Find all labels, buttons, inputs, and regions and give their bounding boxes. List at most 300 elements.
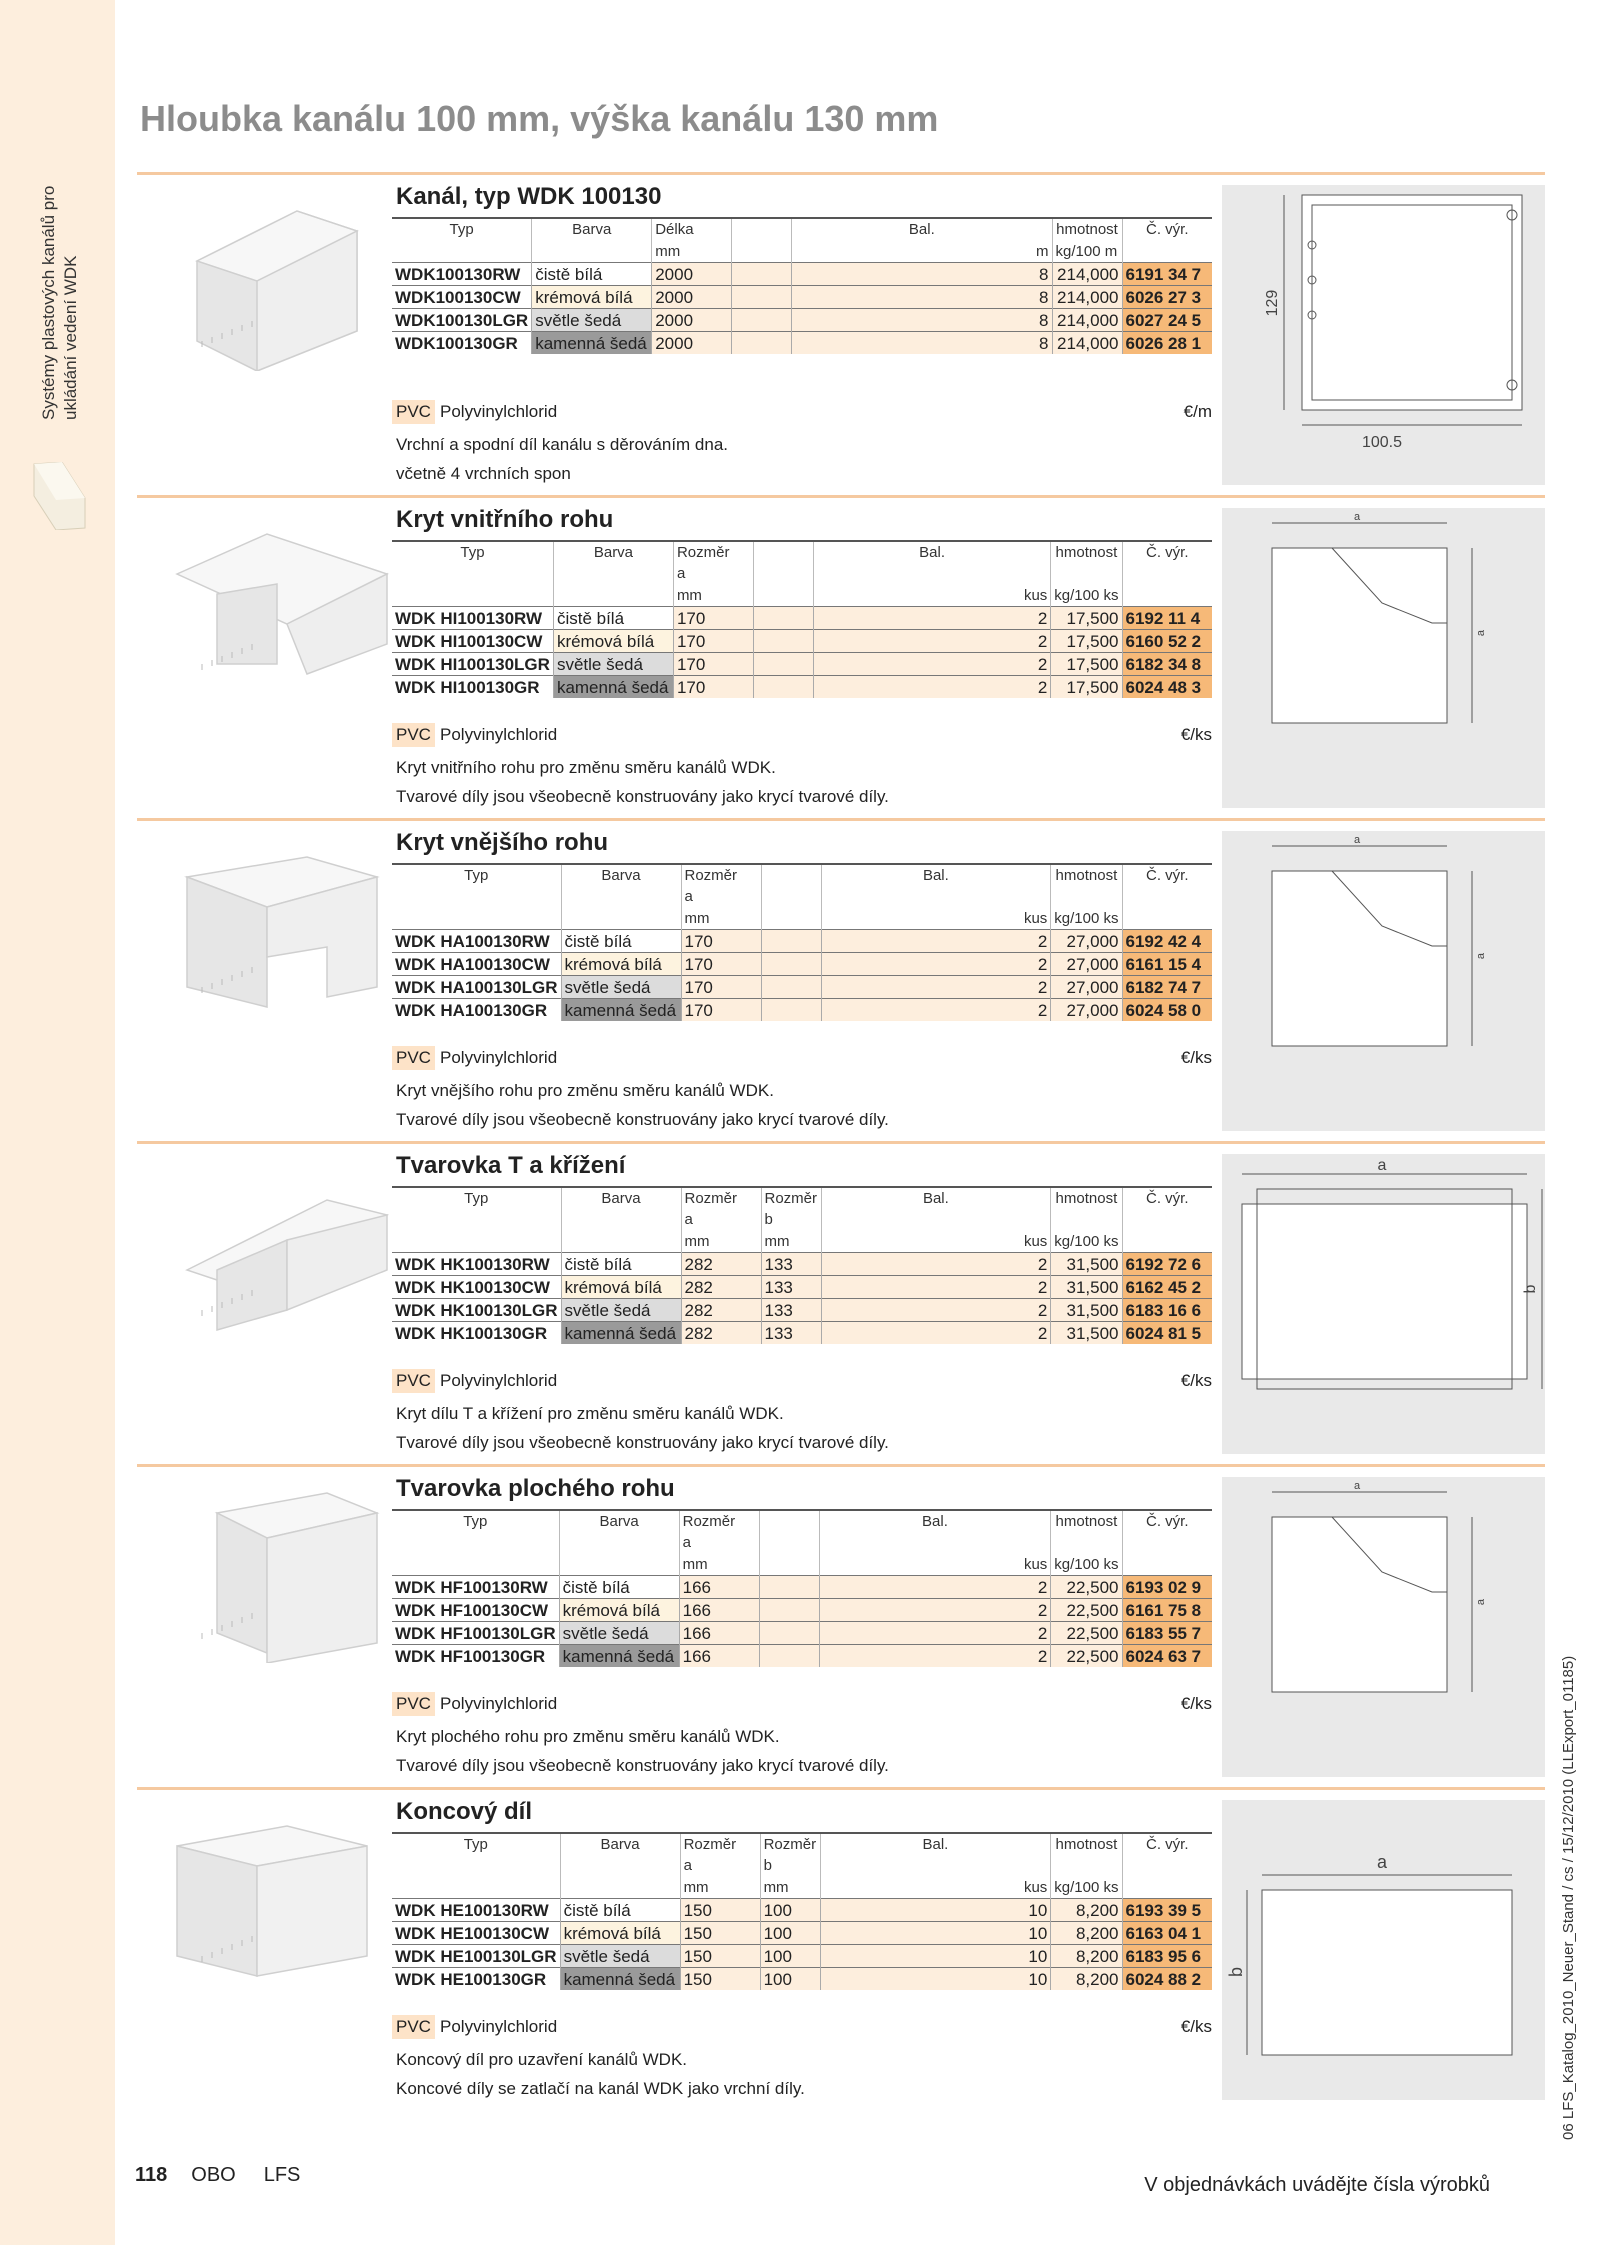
- table-cell: [759, 1576, 819, 1599]
- unit-cell: kg/100 ks: [1051, 1876, 1122, 1899]
- unit-cell: [1122, 240, 1212, 263]
- product-table: [392, 1186, 1212, 1344]
- unit-cell: mm: [681, 907, 761, 930]
- table-cell: 2: [813, 653, 1050, 676]
- table-cell: WDK HF100130LGR: [392, 1622, 559, 1645]
- table-cell: 150: [680, 1945, 760, 1968]
- column-header: Typ: [392, 864, 561, 907]
- column-header: hmotnost: [1051, 1187, 1122, 1230]
- table-cell: 133: [761, 1276, 821, 1299]
- unit-cell: [561, 1230, 681, 1253]
- table-row: [392, 676, 1212, 699]
- dimension-label: b: [1522, 1284, 1539, 1294]
- table-cell: [732, 263, 792, 286]
- unit-cell: kus: [821, 1230, 1051, 1253]
- table-cell: WDK HI100130LGR: [392, 653, 553, 676]
- column-header: Bal.: [821, 1187, 1051, 1230]
- product-section: [137, 172, 1545, 495]
- table-cell: 6183 55 7: [1122, 1622, 1212, 1645]
- table-cell: 8: [792, 332, 1052, 355]
- table-cell: kamenná šedá: [559, 1645, 679, 1668]
- table-units-row: [392, 1876, 1212, 1899]
- table-cell: WDK HA100130GR: [392, 999, 561, 1022]
- table-cell: WDK HE100130LGR: [392, 1945, 560, 1968]
- table-cell: WDK100130CW: [392, 286, 532, 309]
- table-cell: 166: [679, 1645, 759, 1668]
- table-header-row: [392, 1833, 1212, 1876]
- table-cell: kamenná šedá: [561, 999, 681, 1022]
- table-cell: 214,000: [1052, 332, 1122, 355]
- product-section: [137, 1141, 1545, 1464]
- table-cell: 6161 75 8: [1122, 1599, 1212, 1622]
- table-units-row: [392, 1553, 1212, 1576]
- table-cell: 17,500: [1051, 607, 1122, 630]
- column-header: Bal.: [820, 1833, 1051, 1876]
- table-cell: WDK HI100130GR: [392, 676, 553, 699]
- column-header: [732, 218, 792, 240]
- column-header: Rozměr a: [673, 541, 753, 584]
- column-header: Barva: [559, 1510, 679, 1553]
- table-cell: 2: [819, 1576, 1051, 1599]
- table-cell: [732, 286, 792, 309]
- material-row: [392, 1046, 1212, 1072]
- section-note: Kryt vnějšího rohu pro změnu směru kanálů WDK.: [396, 1081, 774, 1100]
- unit-cell: kg/100 m: [1052, 240, 1122, 263]
- material-name: Polyvinylchlorid: [440, 1694, 558, 1713]
- unit-cell: kg/100 ks: [1051, 584, 1122, 607]
- brand-name: OBO: [191, 2164, 236, 2186]
- table-cell: 10: [820, 1899, 1051, 1922]
- column-header: Bal.: [792, 218, 1052, 240]
- unit-cell: [732, 240, 792, 263]
- product-table: [392, 1509, 1212, 1667]
- material-name: Polyvinylchlorid: [440, 1371, 558, 1390]
- table-cell: krémová bílá: [561, 1276, 681, 1299]
- dimension-label: a: [1475, 629, 1487, 637]
- table-cell: 170: [673, 630, 753, 653]
- table-cell: 6026 27 3: [1122, 286, 1212, 309]
- product-table: [392, 863, 1212, 1021]
- table-cell: 17,500: [1051, 676, 1122, 699]
- table-cell: čistě bílá: [553, 607, 673, 630]
- table-cell: 282: [681, 1253, 761, 1276]
- column-header: Rozměr a: [681, 1187, 761, 1230]
- table-header-row: [392, 864, 1212, 907]
- column-header: Rozměr a: [679, 1510, 759, 1553]
- sidebar-line-2: ukládání vedení WDK: [61, 255, 80, 420]
- table-cell: 6162 45 2: [1122, 1276, 1212, 1299]
- table-row: [392, 607, 1212, 630]
- table-cell: [732, 332, 792, 355]
- table-cell: 170: [673, 676, 753, 699]
- table-cell: 22,500: [1051, 1599, 1122, 1622]
- table-cell: kamenná šedá: [553, 676, 673, 699]
- catalog-export-note: 06 LFS_Katalog_2010_Neuer_Stand / cs / 15/12/2010 (LLExport_01185): [1560, 1655, 1577, 2140]
- material-name: Polyvinylchlorid: [440, 2017, 558, 2036]
- product-table: [392, 217, 1212, 354]
- price-unit: €/ks: [1180, 725, 1212, 744]
- table-cell: WDK HK100130GR: [392, 1322, 561, 1345]
- table-cell: 282: [681, 1322, 761, 1345]
- table-cell: krémová bílá: [532, 286, 652, 309]
- unit-cell: kg/100 ks: [1051, 1230, 1122, 1253]
- table-header-row: [392, 541, 1212, 584]
- table-cell: [732, 309, 792, 332]
- table-cell: [759, 1622, 819, 1645]
- product-photo: [157, 191, 397, 371]
- unit-cell: [761, 907, 821, 930]
- table-cell: světle šedá: [559, 1622, 679, 1645]
- table-cell: 2000: [652, 286, 732, 309]
- table-cell: 6182 74 7: [1122, 976, 1212, 999]
- table-cell: 2: [821, 930, 1051, 953]
- section-note: Kryt dílu T a křížení pro změnu směru kanálů WDK.: [396, 1404, 784, 1423]
- section-title: Kryt vnitřního rohu: [396, 506, 614, 533]
- unit-cell: [532, 240, 652, 263]
- table-cell: WDK HK100130CW: [392, 1276, 561, 1299]
- table-cell: 133: [761, 1322, 821, 1345]
- table-units-row: [392, 584, 1212, 607]
- product-photo: [157, 1483, 397, 1663]
- table-cell: 6024 58 0: [1122, 999, 1212, 1022]
- table-cell: 27,000: [1051, 930, 1122, 953]
- table-cell: 2000: [652, 309, 732, 332]
- table-cell: 8,200: [1051, 1922, 1122, 1945]
- table-cell: 2: [821, 1299, 1051, 1322]
- table-cell: 133: [761, 1253, 821, 1276]
- table-cell: 22,500: [1051, 1622, 1122, 1645]
- table-row: [392, 332, 1212, 355]
- table-row: [392, 1322, 1212, 1345]
- unit-cell: kus: [820, 1876, 1051, 1899]
- table-cell: 27,000: [1051, 953, 1122, 976]
- table-header-row: [392, 1187, 1212, 1230]
- section-note: Tvarové díly jsou všeobecně konstruovány jako krycí tvarové díly.: [396, 1110, 889, 1129]
- table-row: [392, 309, 1212, 332]
- table-row: [392, 1599, 1212, 1622]
- column-header: Č. výr.: [1122, 541, 1212, 584]
- material-row: [392, 723, 1212, 749]
- dimension-label: 129: [1264, 289, 1281, 317]
- unit-cell: [392, 584, 553, 607]
- table-cell: 2: [821, 1276, 1051, 1299]
- material-name: Polyvinylchlorid: [440, 402, 558, 421]
- price-unit: €/ks: [1180, 2017, 1212, 2036]
- table-cell: 100: [760, 1922, 820, 1945]
- unit-cell: m: [792, 240, 1052, 263]
- table-cell: 170: [681, 999, 761, 1022]
- material-badge: PVC: [392, 2015, 435, 2039]
- material-name: Polyvinylchlorid: [440, 725, 558, 744]
- table-cell: 6024 88 2: [1122, 1968, 1212, 1991]
- table-cell: 6161 15 4: [1122, 953, 1212, 976]
- table-cell: 8: [792, 263, 1052, 286]
- column-header: Č. výr.: [1122, 1510, 1212, 1553]
- column-header: Č. výr.: [1122, 1833, 1212, 1876]
- table-cell: WDK HE100130CW: [392, 1922, 560, 1945]
- table-cell: 100: [760, 1968, 820, 1991]
- table-cell: 6163 04 1: [1122, 1922, 1212, 1945]
- table-row: [392, 930, 1212, 953]
- product-photo: [157, 514, 397, 694]
- table-row: [392, 1645, 1212, 1668]
- unit-cell: [1122, 1553, 1212, 1576]
- table-cell: WDK HK100130LGR: [392, 1299, 561, 1322]
- order-note: V objednávkách uvádějte čísla výrobků: [1144, 2174, 1490, 2196]
- table-cell: [753, 676, 813, 699]
- table-cell: 166: [679, 1576, 759, 1599]
- table-cell: kamenná šedá: [560, 1968, 680, 1991]
- table-cell: [753, 607, 813, 630]
- dimension-label: b: [1226, 1966, 1246, 1978]
- table-row: [392, 286, 1212, 309]
- table-cell: 166: [679, 1599, 759, 1622]
- table-cell: 170: [681, 976, 761, 999]
- column-header: Typ: [392, 1833, 560, 1876]
- table-cell: 8,200: [1051, 1899, 1122, 1922]
- unit-cell: [1122, 1876, 1212, 1899]
- material-badge: PVC: [392, 723, 435, 747]
- price-unit: €/ks: [1180, 1694, 1212, 1713]
- table-cell: 27,000: [1051, 999, 1122, 1022]
- unit-cell: kg/100 ks: [1051, 907, 1122, 930]
- table-cell: [761, 930, 821, 953]
- dimension-label: a: [1353, 511, 1361, 523]
- section-note: Tvarové díly jsou všeobecně konstruovány jako krycí tvarové díly.: [396, 787, 889, 806]
- table-cell: 6192 42 4: [1122, 930, 1212, 953]
- column-header: Bal.: [819, 1510, 1051, 1553]
- section-title: Tvarovka T a křížení: [396, 1152, 626, 1179]
- table-cell: světle šedá: [561, 1299, 681, 1322]
- table-cell: kamenná šedá: [561, 1322, 681, 1345]
- dimension-label: a: [1353, 834, 1361, 846]
- table-cell: [753, 653, 813, 676]
- table-cell: 6191 34 7: [1122, 263, 1212, 286]
- table-cell: [759, 1645, 819, 1668]
- product-section: [137, 495, 1545, 818]
- unit-cell: [392, 1876, 560, 1899]
- table-row: [392, 653, 1212, 676]
- unit-cell: kg/100 ks: [1051, 1553, 1122, 1576]
- table-cell: 150: [680, 1968, 760, 1991]
- table-cell: 10: [820, 1945, 1051, 1968]
- table-cell: krémová bílá: [560, 1922, 680, 1945]
- table-row: [392, 1253, 1212, 1276]
- table-cell: 2: [813, 676, 1050, 699]
- table-cell: 2: [821, 1322, 1051, 1345]
- column-header: hmotnost: [1052, 218, 1122, 240]
- sidebar-channel-thumbnail: [32, 462, 87, 530]
- diagram-panel: [1222, 1800, 1545, 2100]
- dimension-label: a: [1376, 1852, 1388, 1872]
- table-cell: 31,500: [1051, 1253, 1122, 1276]
- material-name: Polyvinylchlorid: [440, 1048, 558, 1067]
- section-note: Kryt plochého rohu pro změnu směru kanálů WDK.: [396, 1727, 780, 1746]
- material-row: [392, 1692, 1212, 1718]
- column-header: Rozměr b: [760, 1833, 820, 1876]
- table-cell: 2: [821, 953, 1051, 976]
- page-title: Hloubka kanálu 100 mm, výška kanálu 130 mm: [140, 98, 939, 139]
- table-cell: 17,500: [1051, 653, 1122, 676]
- table-row: [392, 630, 1212, 653]
- table-cell: 6024 48 3: [1122, 676, 1212, 699]
- column-header: Rozměr a: [681, 864, 761, 907]
- dimension-label: a: [1475, 952, 1487, 960]
- table-cell: 6192 72 6: [1122, 1253, 1212, 1276]
- table-cell: 6193 39 5: [1122, 1899, 1212, 1922]
- diagram-panel: [1222, 185, 1545, 485]
- unit-cell: mm: [761, 1230, 821, 1253]
- table-cell: 2: [813, 607, 1050, 630]
- column-header: Č. výr.: [1122, 218, 1212, 240]
- unit-cell: [1122, 584, 1212, 607]
- material-row: [392, 400, 1212, 426]
- table-cell: 6026 28 1: [1122, 332, 1212, 355]
- table-cell: WDK HE100130GR: [392, 1968, 560, 1991]
- table-cell: [761, 999, 821, 1022]
- table-units-row: [392, 240, 1212, 263]
- column-header: hmotnost: [1051, 1833, 1122, 1876]
- unit-cell: [1122, 907, 1212, 930]
- material-row: [392, 1369, 1212, 1395]
- column-header: Bal.: [813, 541, 1050, 584]
- table-cell: čistě bílá: [532, 263, 652, 286]
- dimension-label: 100.5: [1361, 434, 1403, 451]
- dimension-diagram: [1222, 1154, 1545, 1454]
- dimension-diagram: [1222, 508, 1545, 808]
- table-row: [392, 1945, 1212, 1968]
- unit-cell: [561, 907, 681, 930]
- table-cell: 6193 02 9: [1122, 1576, 1212, 1599]
- table-header-row: [392, 1510, 1212, 1553]
- table-cell: 282: [681, 1299, 761, 1322]
- unit-cell: [753, 584, 813, 607]
- section-title: Kanál, typ WDK 100130: [396, 183, 662, 210]
- table-row: [392, 953, 1212, 976]
- table-cell: krémová bílá: [553, 630, 673, 653]
- table-cell: 100: [760, 1899, 820, 1922]
- table-row: [392, 263, 1212, 286]
- page-number: 118: [135, 2164, 168, 2186]
- material-badge: PVC: [392, 1692, 435, 1716]
- table-cell: WDK HA100130CW: [392, 953, 561, 976]
- unit-cell: mm: [679, 1553, 759, 1576]
- table-cell: 170: [681, 930, 761, 953]
- table-row: [392, 1276, 1212, 1299]
- table-cell: 31,500: [1051, 1276, 1122, 1299]
- column-header: Typ: [392, 541, 553, 584]
- table-header-row: [392, 218, 1212, 240]
- column-header: Barva: [532, 218, 652, 240]
- column-header: [759, 1510, 819, 1553]
- table-cell: čistě bílá: [561, 930, 681, 953]
- table-row: [392, 1899, 1212, 1922]
- diagram-panel: [1222, 508, 1545, 808]
- dimension-diagram: [1222, 185, 1545, 485]
- section-note: včetně 4 vrchních spon: [396, 464, 571, 483]
- column-header: Typ: [392, 1187, 561, 1230]
- product-table: [392, 1832, 1212, 1990]
- material-badge: PVC: [392, 400, 435, 424]
- table-cell: 27,000: [1051, 976, 1122, 999]
- table-cell: 170: [673, 653, 753, 676]
- column-header: [761, 864, 821, 907]
- table-cell: 31,500: [1051, 1322, 1122, 1345]
- column-header: [753, 541, 813, 584]
- section-note: Vrchní a spodní díl kanálu s děrováním dna.: [396, 435, 729, 454]
- product-section: [137, 1787, 1545, 2110]
- material-badge: PVC: [392, 1369, 435, 1393]
- column-header: Typ: [392, 1510, 559, 1553]
- table-cell: 8: [792, 286, 1052, 309]
- table-cell: 10: [820, 1968, 1051, 1991]
- table-units-row: [392, 907, 1212, 930]
- section-title: Tvarovka plochého rohu: [396, 1475, 675, 1502]
- unit-cell: [392, 907, 561, 930]
- unit-cell: kus: [813, 584, 1050, 607]
- table-cell: WDK HI100130CW: [392, 630, 553, 653]
- section-note: Kryt vnitřního rohu pro změnu směru kanálů WDK.: [396, 758, 776, 777]
- table-cell: kamenná šedá: [532, 332, 652, 355]
- sidebar-title: [38, 186, 82, 420]
- unit-cell: [560, 1876, 680, 1899]
- table-row: [392, 1622, 1212, 1645]
- table-cell: WDK HI100130RW: [392, 607, 553, 630]
- table-units-row: [392, 1230, 1212, 1253]
- unit-cell: [392, 1230, 561, 1253]
- diagram-panel: [1222, 1154, 1545, 1454]
- table-cell: 6160 52 2: [1122, 630, 1212, 653]
- table-cell: 133: [761, 1299, 821, 1322]
- dimension-diagram: [1222, 1477, 1545, 1777]
- unit-cell: [559, 1553, 679, 1576]
- table-cell: čistě bílá: [560, 1899, 680, 1922]
- diagram-panel: [1222, 831, 1545, 1131]
- table-cell: [759, 1599, 819, 1622]
- column-header: hmotnost: [1051, 864, 1122, 907]
- unit-cell: kus: [819, 1553, 1051, 1576]
- unit-cell: [553, 584, 673, 607]
- table-cell: světle šedá: [553, 653, 673, 676]
- table-cell: krémová bílá: [559, 1599, 679, 1622]
- table-cell: WDK HA100130LGR: [392, 976, 561, 999]
- table-cell: 8,200: [1051, 1968, 1122, 1991]
- column-header: Barva: [561, 864, 681, 907]
- table-cell: 8,200: [1051, 1945, 1122, 1968]
- table-cell: 6024 81 5: [1122, 1322, 1212, 1345]
- section-title: Kryt vnějšího rohu: [396, 829, 609, 856]
- column-header: Barva: [561, 1187, 681, 1230]
- table-cell: 2: [819, 1622, 1051, 1645]
- sidebar-line-1: Systémy plastových kanálů pro: [39, 185, 58, 420]
- column-header: Rozměr b: [761, 1187, 821, 1230]
- table-row: [392, 1299, 1212, 1322]
- table-cell: 2: [813, 630, 1050, 653]
- table-cell: 214,000: [1052, 309, 1122, 332]
- column-header: Bal.: [821, 864, 1051, 907]
- unit-cell: [392, 240, 532, 263]
- section-note: Tvarové díly jsou všeobecně konstruovány jako krycí tvarové díly.: [396, 1756, 889, 1775]
- product-line: LFS: [263, 2164, 301, 2186]
- unit-cell: [759, 1553, 819, 1576]
- section-note: Tvarové díly jsou všeobecně konstruovány jako krycí tvarové díly.: [396, 1433, 889, 1452]
- section-title: Koncový díl: [396, 1798, 533, 1825]
- table-cell: světle šedá: [560, 1945, 680, 1968]
- table-cell: WDK100130RW: [392, 263, 532, 286]
- product-photo: [157, 1160, 397, 1340]
- table-row: [392, 999, 1212, 1022]
- material-badge: PVC: [392, 1046, 435, 1070]
